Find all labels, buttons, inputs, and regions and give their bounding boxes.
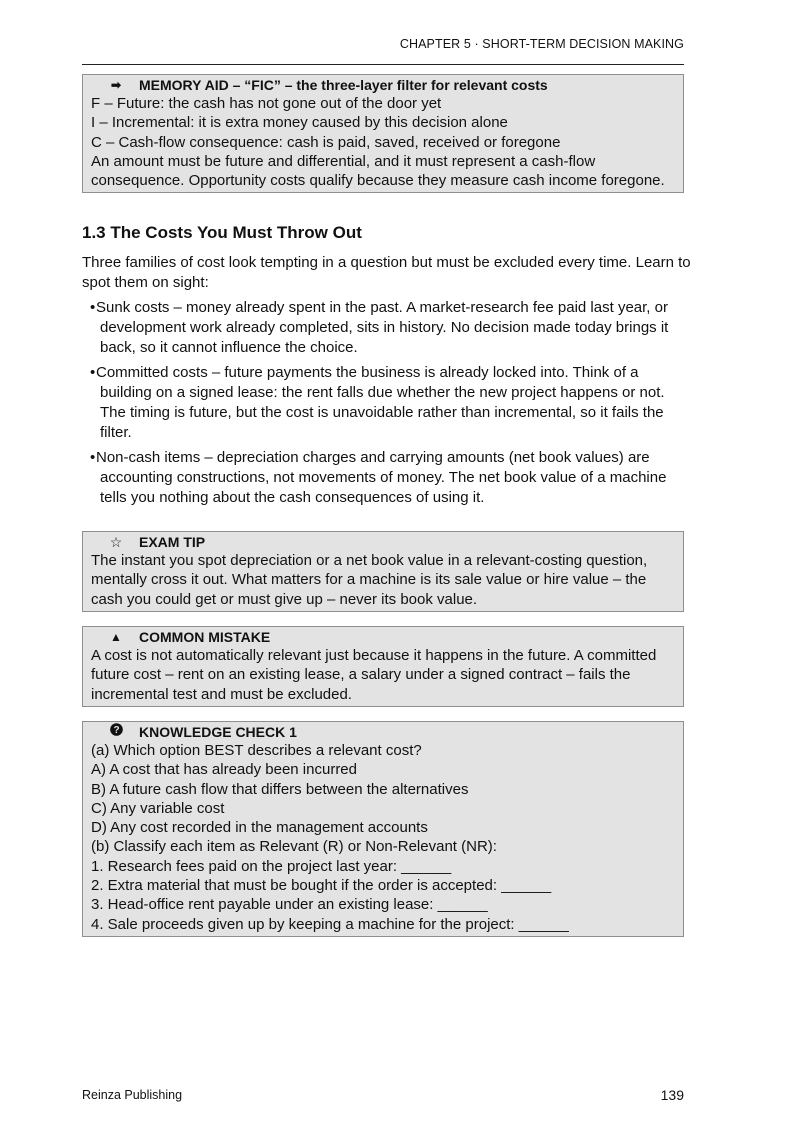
bullet-text: Non-cash items – depreciation charges and carrying amounts (net book values) are accounting constructions, not movements of money. The net book value of a machine tells you nothing about the cash consequences of using it. (96, 449, 667, 506)
common-mistake-title: COMMON MISTAKE (139, 629, 271, 645)
knowledge-check-line: (b) Classify each item as Relevant (R) or Non-Relevant (NR): (91, 838, 497, 856)
knowledge-check-box (82, 721, 684, 937)
svg-text:?: ? (112, 725, 120, 736)
bullet-dot: • (90, 364, 96, 381)
question-circle-icon (105, 723, 127, 741)
memory-aid-title-row (91, 76, 675, 94)
common-mistake-title-row (91, 628, 675, 646)
memory-aid-line: C – Cash-flow consequence: cash is paid, saved, received or foregone (91, 133, 561, 151)
list-item (82, 363, 692, 443)
list-item (82, 448, 692, 508)
exam-tip-line: The instant you spot depreciation or a net book value in a relevant-costing question, (91, 552, 648, 569)
bullet-text: Sunk costs – money already spent in the past. A market-research fee paid last year, or development work already completed, sits in history. No decision made today brings it back, so it cannot influence the choice. (96, 299, 669, 356)
common-mistake-line: future cost – rent on an existing lease, a salary under a signed contract – fails the (91, 666, 631, 684)
warning-icon: ▲ (110, 630, 122, 644)
knowledge-check-line: 2. Extra material that must be bought if the order is accepted: ______ (91, 877, 552, 895)
knowledge-check-line: A) A cost that has already been incurred (91, 761, 357, 779)
exam-tip-title: EXAM TIP (139, 534, 206, 550)
knowledge-check-line: (a) Which option BEST describes a relevant cost? (91, 742, 422, 759)
common-mistake-line: incremental test and must be excluded. (91, 685, 352, 703)
list-item (82, 298, 692, 358)
exam-tip-line: mentally cross it out. What matters for a machine is its sale value or hire value – the (91, 571, 647, 589)
header-rule (82, 64, 684, 65)
memory-aid-line: consequence. Opportunity costs qualify because they measure cash income foregone. (91, 172, 665, 190)
knowledge-check-line: 1. Research fees paid on the project last year: ______ (91, 857, 452, 875)
pointer-hand-icon: ➡ (110, 78, 122, 92)
bullet-text: Committed costs – future payments the business is already locked into. Think of a building on a signed lease: the rent falls due whether the new project happens or not. The timing is future, but the cost is unavoidable rather than incremental, so it fails the filter. (96, 364, 665, 441)
knowledge-check-line: 4. Sale proceeds given up by keeping a machine for the project: ______ (91, 915, 569, 933)
knowledge-check-title: KNOWLEDGE CHECK 1 (139, 724, 297, 740)
memory-aid-line: I – Incremental: it is extra money caused by this decision alone (91, 114, 508, 132)
cost-bullet-list (82, 298, 692, 513)
section-intro: Three families of cost look tempting in a question but must be excluded every time. Learn to spot them on sight: (82, 254, 691, 291)
knowledge-check-line: C) Any variable cost (91, 799, 225, 817)
running-head: CHAPTER 5 · SHORT-TERM DECISION MAKING (399, 37, 684, 51)
exam-tip-line: cash you could get or must give up – never its book value. (91, 590, 478, 608)
memory-aid-line: An amount must be future and differential, and it must represent a cash-flow (91, 152, 596, 170)
common-mistake-line: A cost is not automatically relevant just because it happens in the future. A committed (91, 647, 657, 664)
knowledge-check-title-row (91, 723, 675, 741)
star-icon: ☆ (109, 534, 123, 550)
bullet-dot: • (90, 449, 96, 466)
footer-publisher: Reinza Publishing (82, 1088, 183, 1102)
page-number: 139 (660, 1087, 684, 1103)
knowledge-check-line: B) A future cash flow that differs between the alternatives (91, 780, 469, 798)
exam-tip-title-row (91, 533, 675, 551)
knowledge-check-line: 3. Head-office rent payable under an existing lease: ______ (91, 896, 488, 914)
section-heading: 1.3 The Costs You Must Throw Out (82, 223, 362, 242)
common-mistake-box (82, 626, 684, 707)
knowledge-check-line: D) Any cost recorded in the management accounts (91, 819, 428, 837)
memory-aid-title: MEMORY AID – “FIC” – the three-layer filter for relevant costs (139, 77, 548, 93)
exam-tip-box (82, 531, 684, 612)
memory-aid-box (82, 74, 684, 193)
bullet-dot: • (90, 299, 96, 316)
memory-aid-line: F – Future: the cash has not gone out of the door yet (91, 95, 442, 112)
